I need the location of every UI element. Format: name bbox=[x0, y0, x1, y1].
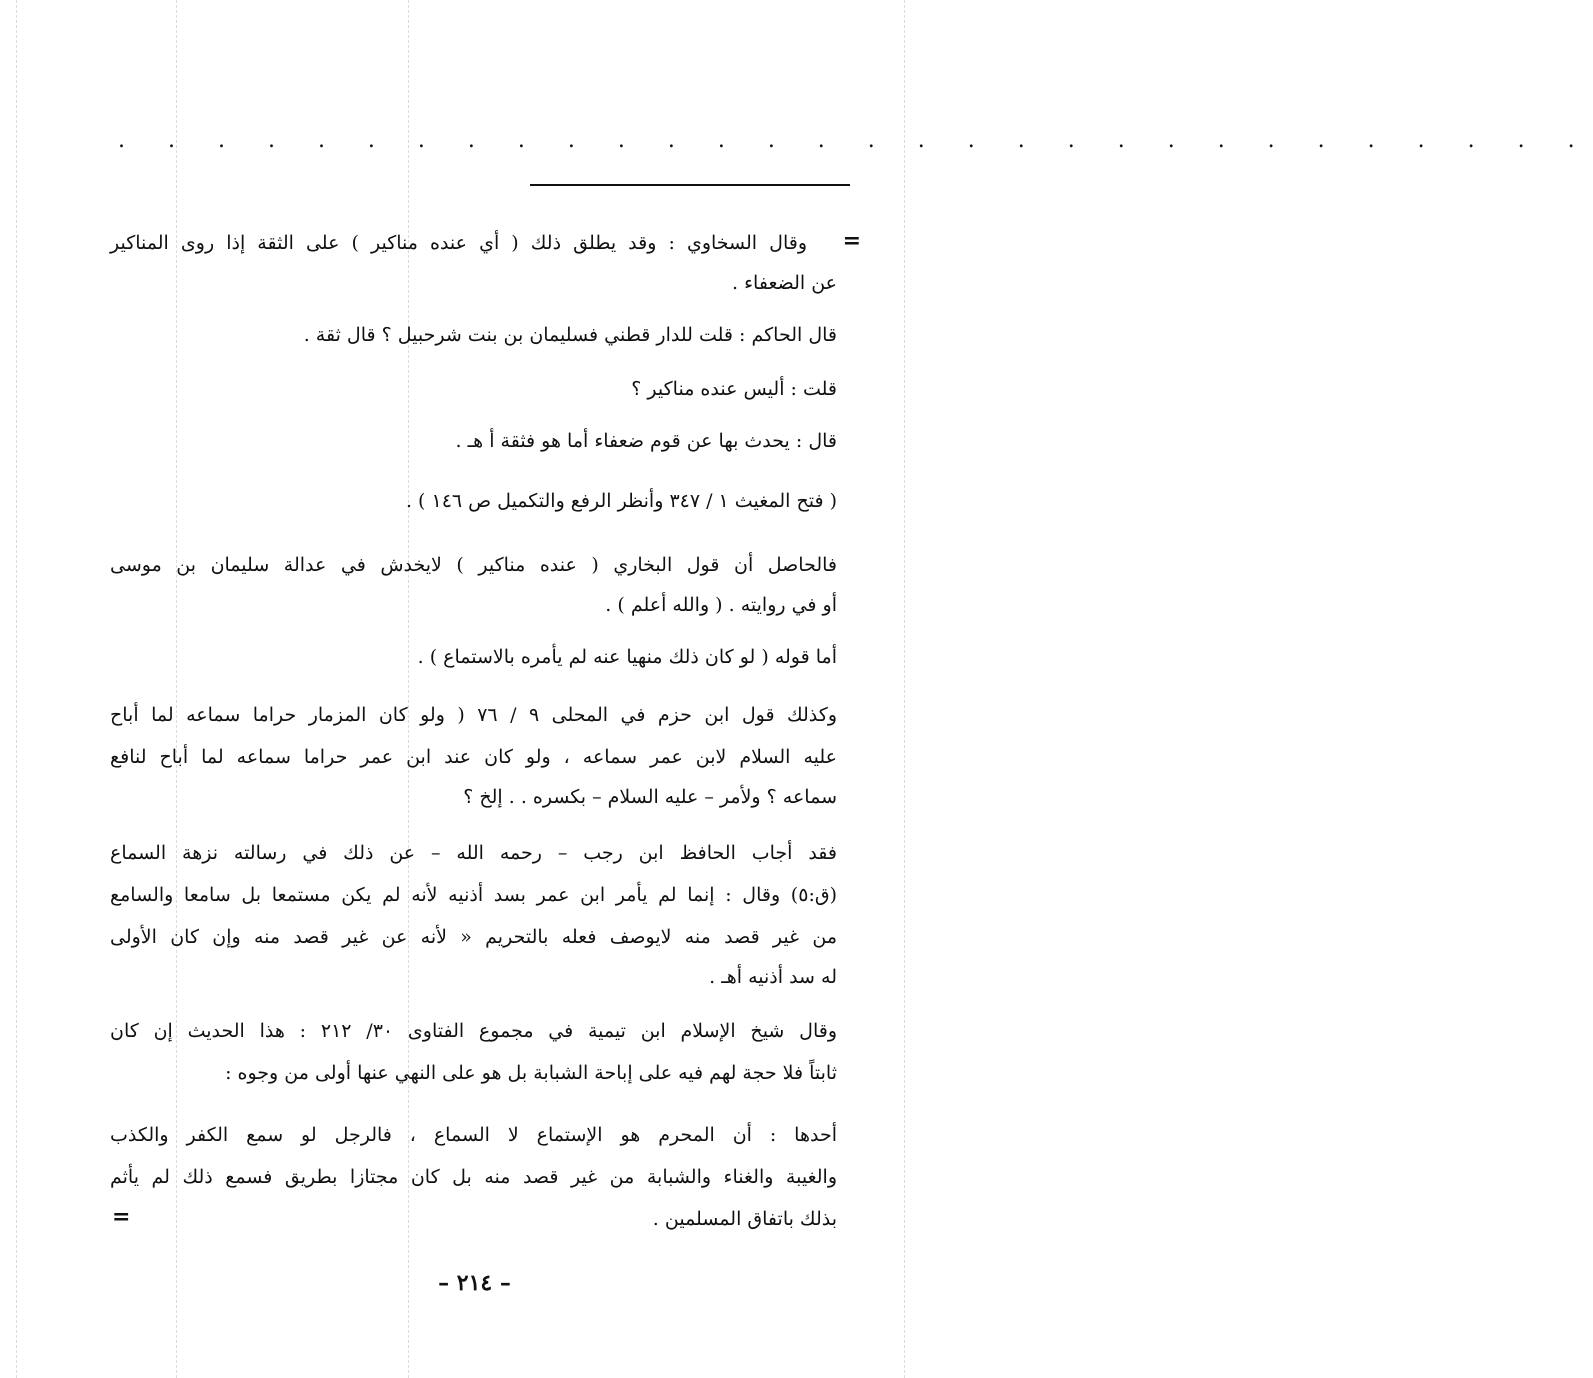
continuation-mark-end: = bbox=[112, 1204, 131, 1230]
source-citation: ( فتح المغيث ١ / ٣٤٧ وأنظر الرفع والتكميل ص ١٤٦ ) . bbox=[405, 490, 837, 512]
text-line: من غير قصد منه لايوصف فعله بالتحريم « لأنه عن غير قصد منه وإن كان الأولى bbox=[110, 926, 837, 948]
text-line: قال : يحدث بها عن قوم ضعفاء أما هو فثقة أ هـ . bbox=[455, 430, 837, 452]
text-line: فقد أجاب الحافظ ابن رجب – رحمه الله – عن ذلك في رسالته نزهة السماع bbox=[110, 842, 837, 864]
footnote-rule bbox=[530, 184, 850, 186]
text-line: عن الضعفاء . bbox=[732, 272, 837, 294]
text-line: أو في روايته . ( والله أعلم ) . bbox=[605, 594, 837, 616]
text-line: قال الحاكم : قلت للدار قطني فسليمان بن بنت شرحبيل ؟ قال ثقة . bbox=[303, 324, 837, 346]
text-line: وكذلك قول ابن حزم في المحلى ٩ / ٧٦ ( ولو كان المزمار حراما سماعه لما أباح bbox=[110, 704, 837, 726]
text-line: سماعه ؟ ولأمر – عليه السلام – بكسره . . إلخ ؟ bbox=[463, 786, 837, 808]
continuation-mark-start: = bbox=[842, 228, 861, 254]
text-line: ثابتاً فلا حجة لهم فيه على إباحة الشبابة بل هو على النهي عنها أولى من وجوه : bbox=[225, 1062, 837, 1084]
text-line: قلت : أليس عنده مناكير ؟ bbox=[631, 378, 837, 400]
text-line: أما قوله ( لو كان ذلك منهيا عنه لم يأمره بالاستماع ) . bbox=[417, 646, 837, 668]
text-line: بذلك باتفاق المسلمين . bbox=[652, 1208, 837, 1230]
text-line: وقال شيخ الإسلام ابن تيمية في مجموع الفتاوى ٣٠/ ٢١٢ : هذا الحديث إن كان bbox=[110, 1020, 837, 1042]
dotted-separator: . . . . . . . . . . . . . . . . . . . . . . . . . . . . . . bbox=[118, 128, 1593, 153]
text-line: أحدها : أن المحرم هو الإستماع لا السماع ، فالرجل لو سمع الكفر والكذب bbox=[110, 1124, 837, 1146]
scan-guide-line bbox=[16, 0, 17, 1378]
text-line: (ق:٥) وقال : إنما لم يأمر ابن عمر بسد أذنيه لأنه لم يكن مستمعا بل سامعا والسامع bbox=[110, 884, 837, 906]
page-number: – ٢١٤ – bbox=[438, 1270, 511, 1296]
text-line: عليه السلام لابن عمر سماعه ، ولو كان عند ابن عمر حراما سماعه لما أباح لنافع bbox=[110, 746, 837, 768]
text-line: فالحاصل أن قول البخاري ( عنده مناكير ) لايخدش في عدالة سليمان بن موسى bbox=[110, 554, 837, 576]
text-line: له سد أذنيه أهـ . bbox=[709, 966, 837, 988]
text-line: والغيبة والغناء والشبابة من غير قصد منه بل كان مجتازا بطريق فسمع ذلك لم يأثم bbox=[110, 1166, 837, 1188]
scan-guide-line bbox=[904, 0, 905, 1378]
text-line: وقال السخاوي : وقد يطلق ذلك ( أي عنده مناكير ) على الثقة إذا روى المناكير bbox=[110, 232, 807, 254]
